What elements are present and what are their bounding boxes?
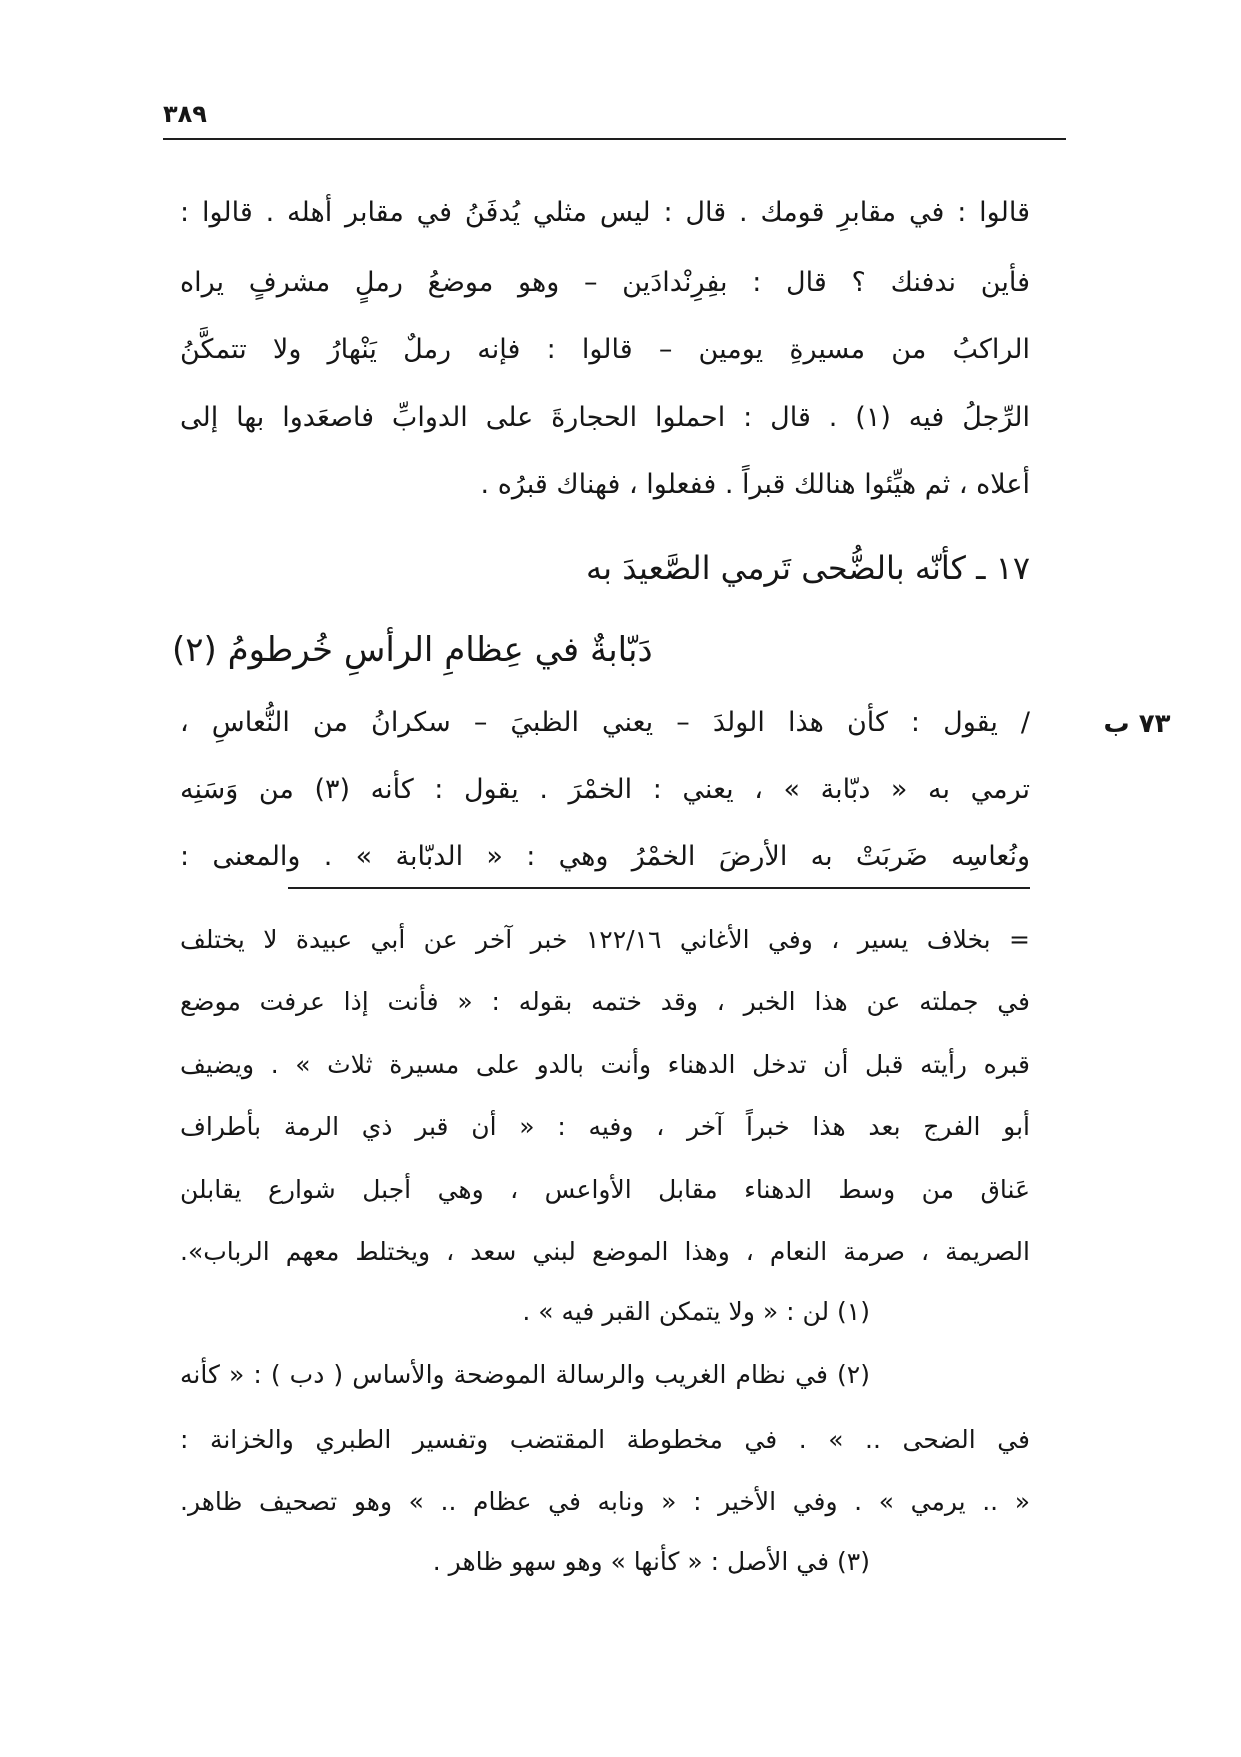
margin-folio-note: ٧٣ ب <box>1103 709 1171 739</box>
verse-first-hemistich: ١٧ ـ كأنّه بالضُّحى تَرمي الصَّعيدَ به <box>585 549 1030 587</box>
footnote-line: (١) لن : « ولا يتمكن القبر فيه » . <box>522 1297 870 1326</box>
footnote-line: عَناق من وسط الدهناء مقابل الأواعس ، وهي أجبل شوارع يقابلن <box>180 1175 1030 1204</box>
body-line: الراكبُ من مسيرةِ يومين – قالوا : فإنه رملٌ يَنْهارُ ولا تتمكَّنُ <box>180 334 1030 365</box>
body-line: أعلاه ، ثم هيِّئوا هنالك قبراً . ففعلوا ، فهناك قبرُه . <box>480 469 1030 500</box>
footnote-line: الصريمة ، صرمة النعام ، وهذا الموضع لبني سعد ، ويختلط معهم الرباب». <box>180 1237 1030 1266</box>
body-line: الرِّجلُ فيه (١) . قال : احملوا الحجارةَ على الدوابِّ فاصعَدوا بها إلى <box>180 402 1030 433</box>
commentary-line: / يقول : كأن هذا الولدَ – يعني الظبيَ – سكرانُ من النُّعاسِ ، <box>180 707 1030 738</box>
footnote-line: في الضحى .. » . في مخطوطة المقتضب وتفسير الطبري والخزانة : <box>180 1425 1030 1454</box>
footnote-line: (٣) في الأصل : « كأنها » وهو سهو ظاهر . <box>432 1547 870 1576</box>
commentary-line: ترمي به « دبّابة » ، يعني : الخمْرَ . يقول : كأنه (٣) من وَسَنِه <box>180 774 1030 805</box>
footnote-line: (٢) في نظام الغريب والرسالة الموضحة والأساس ( دب ) : « كأنه <box>180 1360 870 1389</box>
body-line: قالوا : في مقابرِ قومك . قال : ليس مثلي يُدفَنُ في مقابر أهله . قالوا : <box>180 197 1030 228</box>
header-rule <box>163 138 1066 140</box>
page-number: ٣٨٩ <box>163 100 207 128</box>
footnote-line: أبو الفرج بعد هذا خبراً آخر ، وفيه : « أن قبر ذي الرمة بأطراف <box>180 1112 1030 1141</box>
commentary-line: ونُعاسِه ضَربَتْ به الأرضَ الخمْرُ وهي : « الدبّابة » . والمعنى : <box>180 841 1030 872</box>
footnote-line: قبره رأيته قبل أن تدخل الدهناء وأنت بالدو على مسيرة ثلاث » . ويضيف <box>180 1050 1030 1079</box>
footnote-line: = بخلاف يسير ، وفي الأغاني ١٢٢/١٦ خبر آخر عن أبي عبيدة لا يختلف <box>180 925 1030 954</box>
footnote-separator <box>288 887 1030 889</box>
body-line: فأين ندفنك ؟ قال : بفِرِنْدادَين – وهو موضعُ رملٍ مشرفٍ يراه <box>180 267 1030 298</box>
footnote-line: في جملته عن هذا الخبر ، وقد ختمه بقوله : « فأنت إذا عرفت موضع <box>180 987 1030 1016</box>
footnote-line: « .. يرمي » . وفي الأخير : « ونابه في عظام .. » وهو تصحيف ظاهر. <box>180 1487 1030 1516</box>
verse-second-hemistich: دَبّابةٌ في عِظامِ الرأسِ خُرطومُ (٢) <box>172 630 653 670</box>
